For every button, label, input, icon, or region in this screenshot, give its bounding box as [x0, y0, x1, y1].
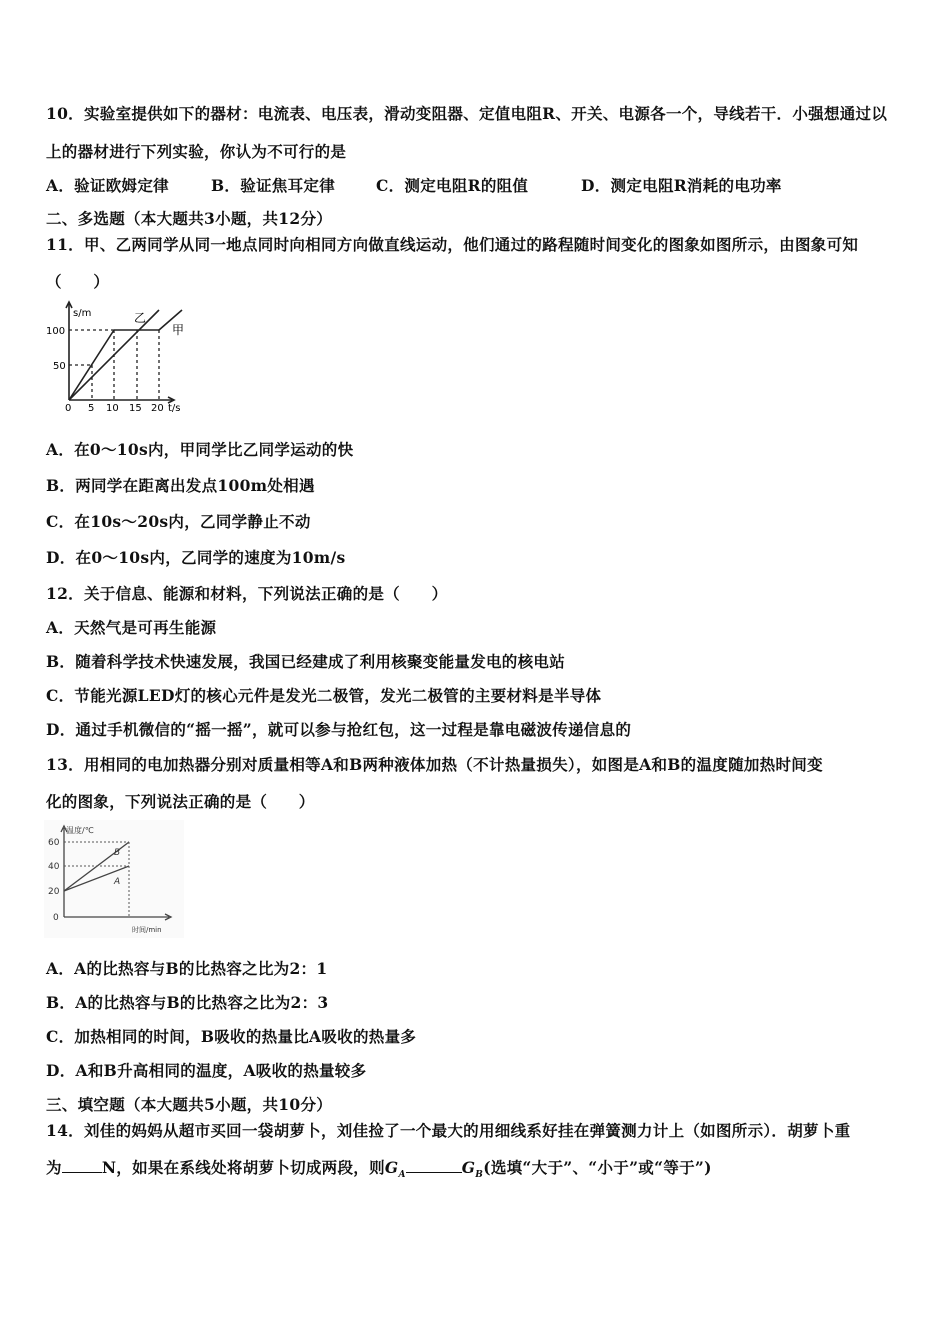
q13-y-tick-60: 60	[48, 838, 60, 848]
q13-stem-line1: 13．用相同的电加热器分别对质量相等A和B两种液体加热（不计热量损失），如图是A和B的温度随加热时间变	[46, 755, 823, 774]
section-title-fill-blank: 三、填空题（本大题共5小题，共10分）	[46, 1095, 333, 1114]
q11-distance-time-graph	[44, 298, 194, 413]
q13-option-b: B．A的比热容与B的比热容之比为2：3	[46, 993, 329, 1012]
q14-ga: $G_A$	[384, 1158, 406, 1181]
q14-text-mid: N，如果在系线处将胡萝卜切成两段，则	[101, 1158, 385, 1177]
q11-y-tick-50: 50	[53, 361, 66, 372]
section-title-multi-choice: 二、多选题（本大题共3小题，共12分）	[46, 209, 333, 228]
q13-label-a: A	[114, 877, 121, 887]
q13-y-tick-0: 0	[53, 913, 59, 923]
q14-text-hint: (选填“大于”、“小于”或“等于”)	[483, 1158, 712, 1177]
q10-options	[46, 174, 782, 196]
q11-y-label: s/m	[73, 308, 92, 319]
q11-y-tick-100: 100	[46, 326, 66, 337]
q14-text-wei: 为	[46, 1158, 62, 1177]
q10-option-c: C．测定电阻R的阻值	[376, 176, 529, 195]
q13-y-label: 温度/℃	[66, 826, 94, 835]
q11-option-c: C．在10s～20s内，乙同学静止不动	[46, 512, 311, 531]
q11-option-a: A．在0～10s内，甲同学比乙同学运动的快	[46, 440, 354, 459]
q11-x-tick-10: 10	[106, 403, 119, 413]
q12-option-d: D．通过手机微信的“摇一摇”，就可以参与抢红包，这一过程是靠电磁波传递信息的	[46, 720, 632, 739]
q14-stem-line2	[46, 1156, 712, 1180]
q11-x-label: t/s	[168, 403, 181, 413]
q14-stem-line1: 14．刘佳的妈妈从超市买回一袋胡萝卜，刘佳捡了一个最大的用细线系好挂在弹簧测力计上（如图所示）．胡萝卜重	[46, 1121, 851, 1140]
q12-option-a: A．天然气是可再生能源	[46, 618, 217, 637]
q14-blank-weight[interactable]	[62, 1158, 102, 1173]
q13-label-b: B	[114, 848, 121, 858]
q11-label-jia: 甲	[172, 323, 185, 337]
q14-gb: $G_B$	[461, 1158, 484, 1181]
q11-x-tick-20: 20	[151, 403, 164, 413]
q13-option-d: D．A和B升高相同的温度，A吸收的热量较多	[46, 1061, 367, 1080]
q11-x-tick-0: 0	[65, 403, 72, 413]
q11-stem-line2: （ ）	[46, 272, 110, 291]
q12-stem: 12．关于信息、能源和材料，下列说法正确的是（ ）	[46, 584, 448, 603]
q11-label-yi: 乙	[134, 311, 147, 325]
q12-option-b: B．随着科学技术快速发展，我国已经建成了利用核聚变能量发电的核电站	[46, 652, 566, 671]
q10-option-d: D．测定电阻R消耗的电功率	[581, 176, 782, 195]
q13-stem-line2: 化的图象，下列说法正确的是（ ）	[46, 792, 315, 811]
q11-x-tick-15: 15	[129, 403, 142, 413]
q10-option-b: B．验证焦耳定律	[211, 176, 336, 195]
q11-option-b: B．两同学在距离出发点100m处相遇	[46, 476, 315, 495]
q10-stem-line1: 10．实验室提供如下的器材：电流表、电压表，滑动变阻器、定值电阻R、开关、电源各一个，导线若干．小强想通过以	[46, 104, 888, 123]
q13-temperature-time-graph	[44, 820, 184, 938]
q13-y-tick-40: 40	[48, 862, 60, 872]
q12-option-c: C．节能光源LED灯的核心元件是发光二极管，发光二极管的主要材料是半导体	[46, 686, 602, 705]
q13-y-tick-20: 20	[48, 887, 60, 897]
q13-option-a: A．A的比热容与B的比热容之比为2：1	[46, 959, 328, 978]
q13-x-label: 时间/min	[132, 926, 162, 934]
q11-option-d: D．在0～10s内，乙同学的速度为10m/s	[46, 548, 346, 567]
q11-x-tick-5: 5	[88, 403, 95, 413]
q13-option-c: C．加热相同的时间，B吸收的热量比A吸收的热量多	[46, 1027, 417, 1046]
q14-blank-compare[interactable]	[406, 1158, 462, 1173]
q10-stem-line2: 上的器材进行下列实验，你认为不可行的是	[46, 142, 347, 161]
q11-stem-line1: 11．甲、乙两同学从同一地点同时向相同方向做直线运动，他们通过的路程随时间变化的图象如图所示，由图象可知	[46, 235, 859, 254]
q10-option-a: A．验证欧姆定律	[46, 176, 169, 195]
